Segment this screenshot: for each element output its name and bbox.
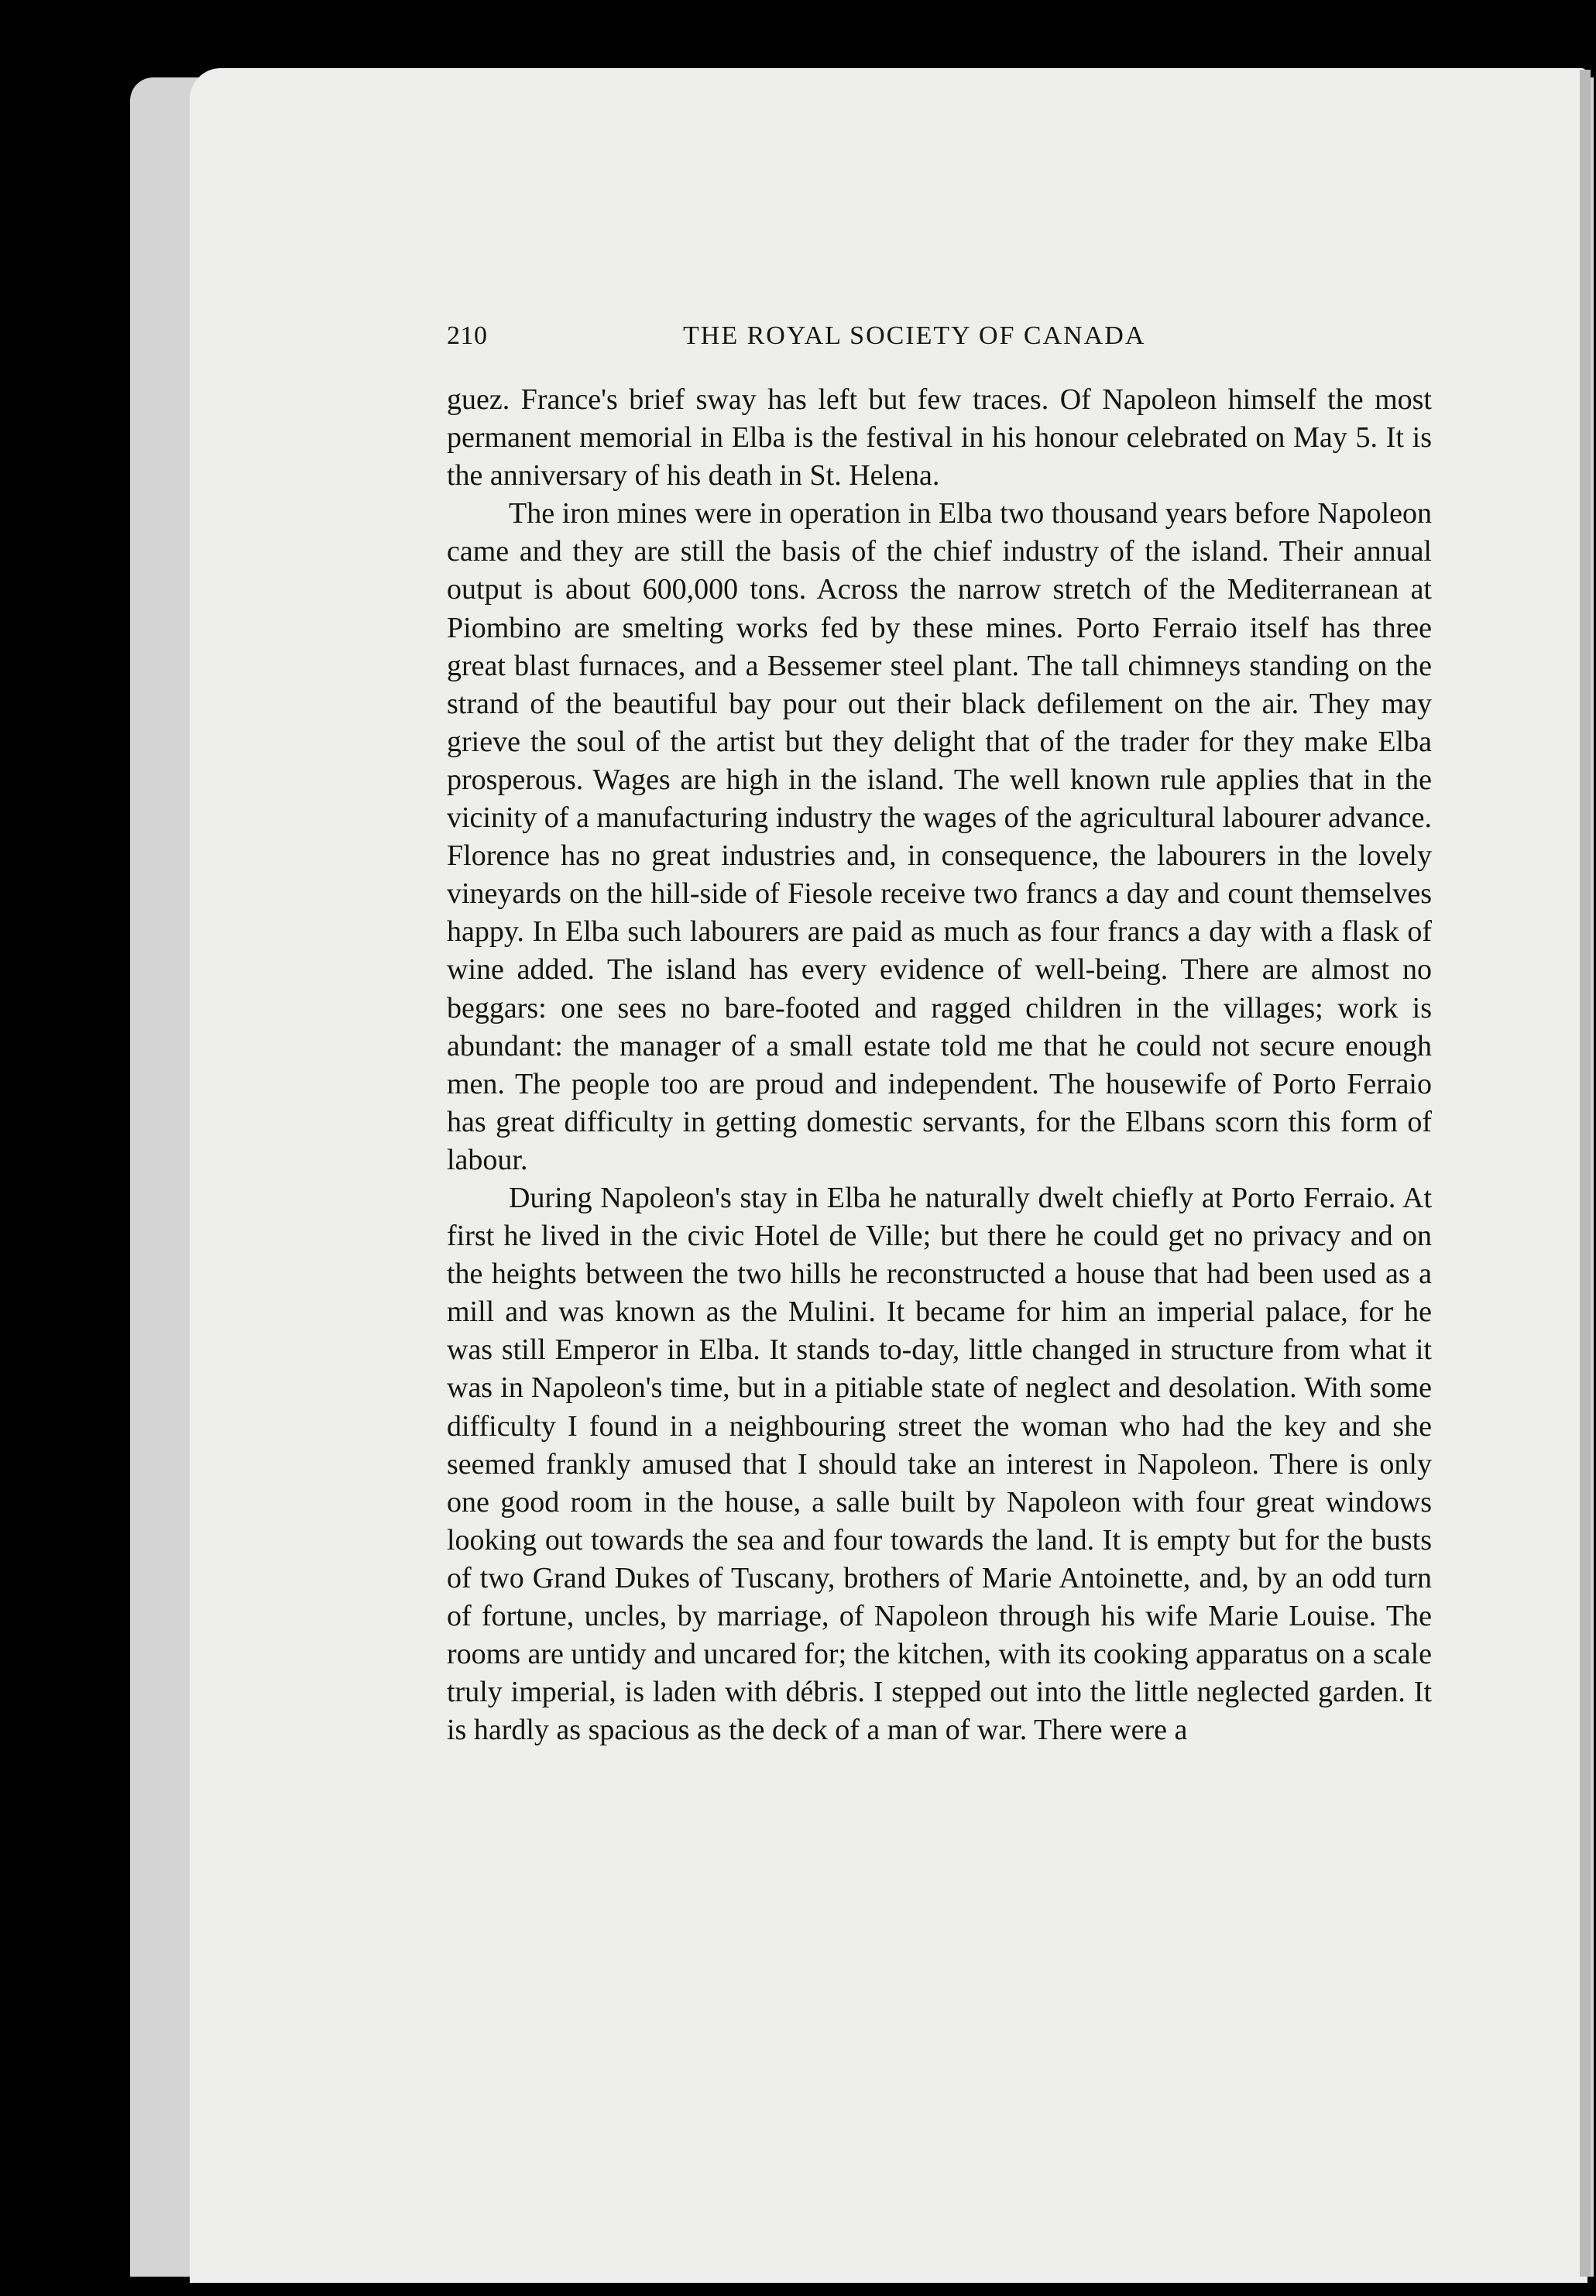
page-number: 210	[447, 321, 488, 350]
running-head: THE ROYAL SOCIETY OF CANADA	[683, 321, 1146, 350]
body-text	[447, 381, 1432, 1749]
paragraph: The iron mines were in operation in Elba two thousand years before Napoleon came and they are still the basis of the chief industry of the island. Their annual output is about 600,000 tons. Across the narrow stretch of the Mediterranean at Piombino are smelting works fed by these mines. Porto Ferraio itself has three great blast furnaces, and a Bessemer steel plant. The tall chimneys standing on the strand of the beautiful bay pour out their black defilement on the air. They may grieve the soul of the artist but they delight that of the trader for they make Elba prosperous. Wages are high in the island. The well known rule applies that in the vicinity of a manufacturing industry the wages of the agricultural labourer advance. Florence has no great industries and, in consequence, the labourers in the lovely vineyards on the hill-side of Fiesole receive two francs a day and count themselves happy. In Elba such labourers are paid as much as four francs a day with a flask of wine added. The island has every evidence of well-being. There are almost no beggars: one sees no bare-footed and ragged children in the villages; work is abundant: the manager of a small estate told me that he could not secure enough men. The people too are proud and independent. The housewife of Porto Ferraio has great difficulty in getting domestic servants, for the Elbans scorn this form of labour.	[447, 497, 1432, 1176]
paragraph: During Napoleon's stay in Elba he naturally dwelt chiefly at Porto Ferraio. At first he lived in the civic Hotel de Ville; but there he could get no privacy and on the heights between the two hills he reconstructed a house that had been used as a mill and was known as the Mulini. It became for him an imperial palace, for he was still Emperor in Elba. It stands to-day, little changed in structure from what it was in Napoleon's time, but in a pitiable state of neglect and desolation. With some difficulty I found in a neighbouring street the woman who had the key and she seemed frankly amused that I should take an interest in Napoleon. There is only one good room in the house, a salle built by Napoleon with four great windows looking out towards the sea and four towards the land. It is empty but for the busts of two Grand Dukes of Tuscany, brothers of Marie Antoinette, and, by an odd turn of fortune, uncles, by marriage, of Napoleon through his wife Marie Louise. The rooms are untidy and uncared for; the kitchen, with its cooking apparatus on a scale truly imperial, is laden with débris. I stepped out into the little neglected garden. It is hardly as spacious as the deck of a man of war. There were a	[447, 1181, 1432, 1747]
page-edge	[1580, 70, 1591, 2277]
paragraph: guez. France's brief sway has left but few traces. Of Napoleon himself the most permanent memorial in Elba is the festival in his honour celebrated on May 5. It is the anniversary of his death in St. Helena.	[447, 383, 1432, 492]
